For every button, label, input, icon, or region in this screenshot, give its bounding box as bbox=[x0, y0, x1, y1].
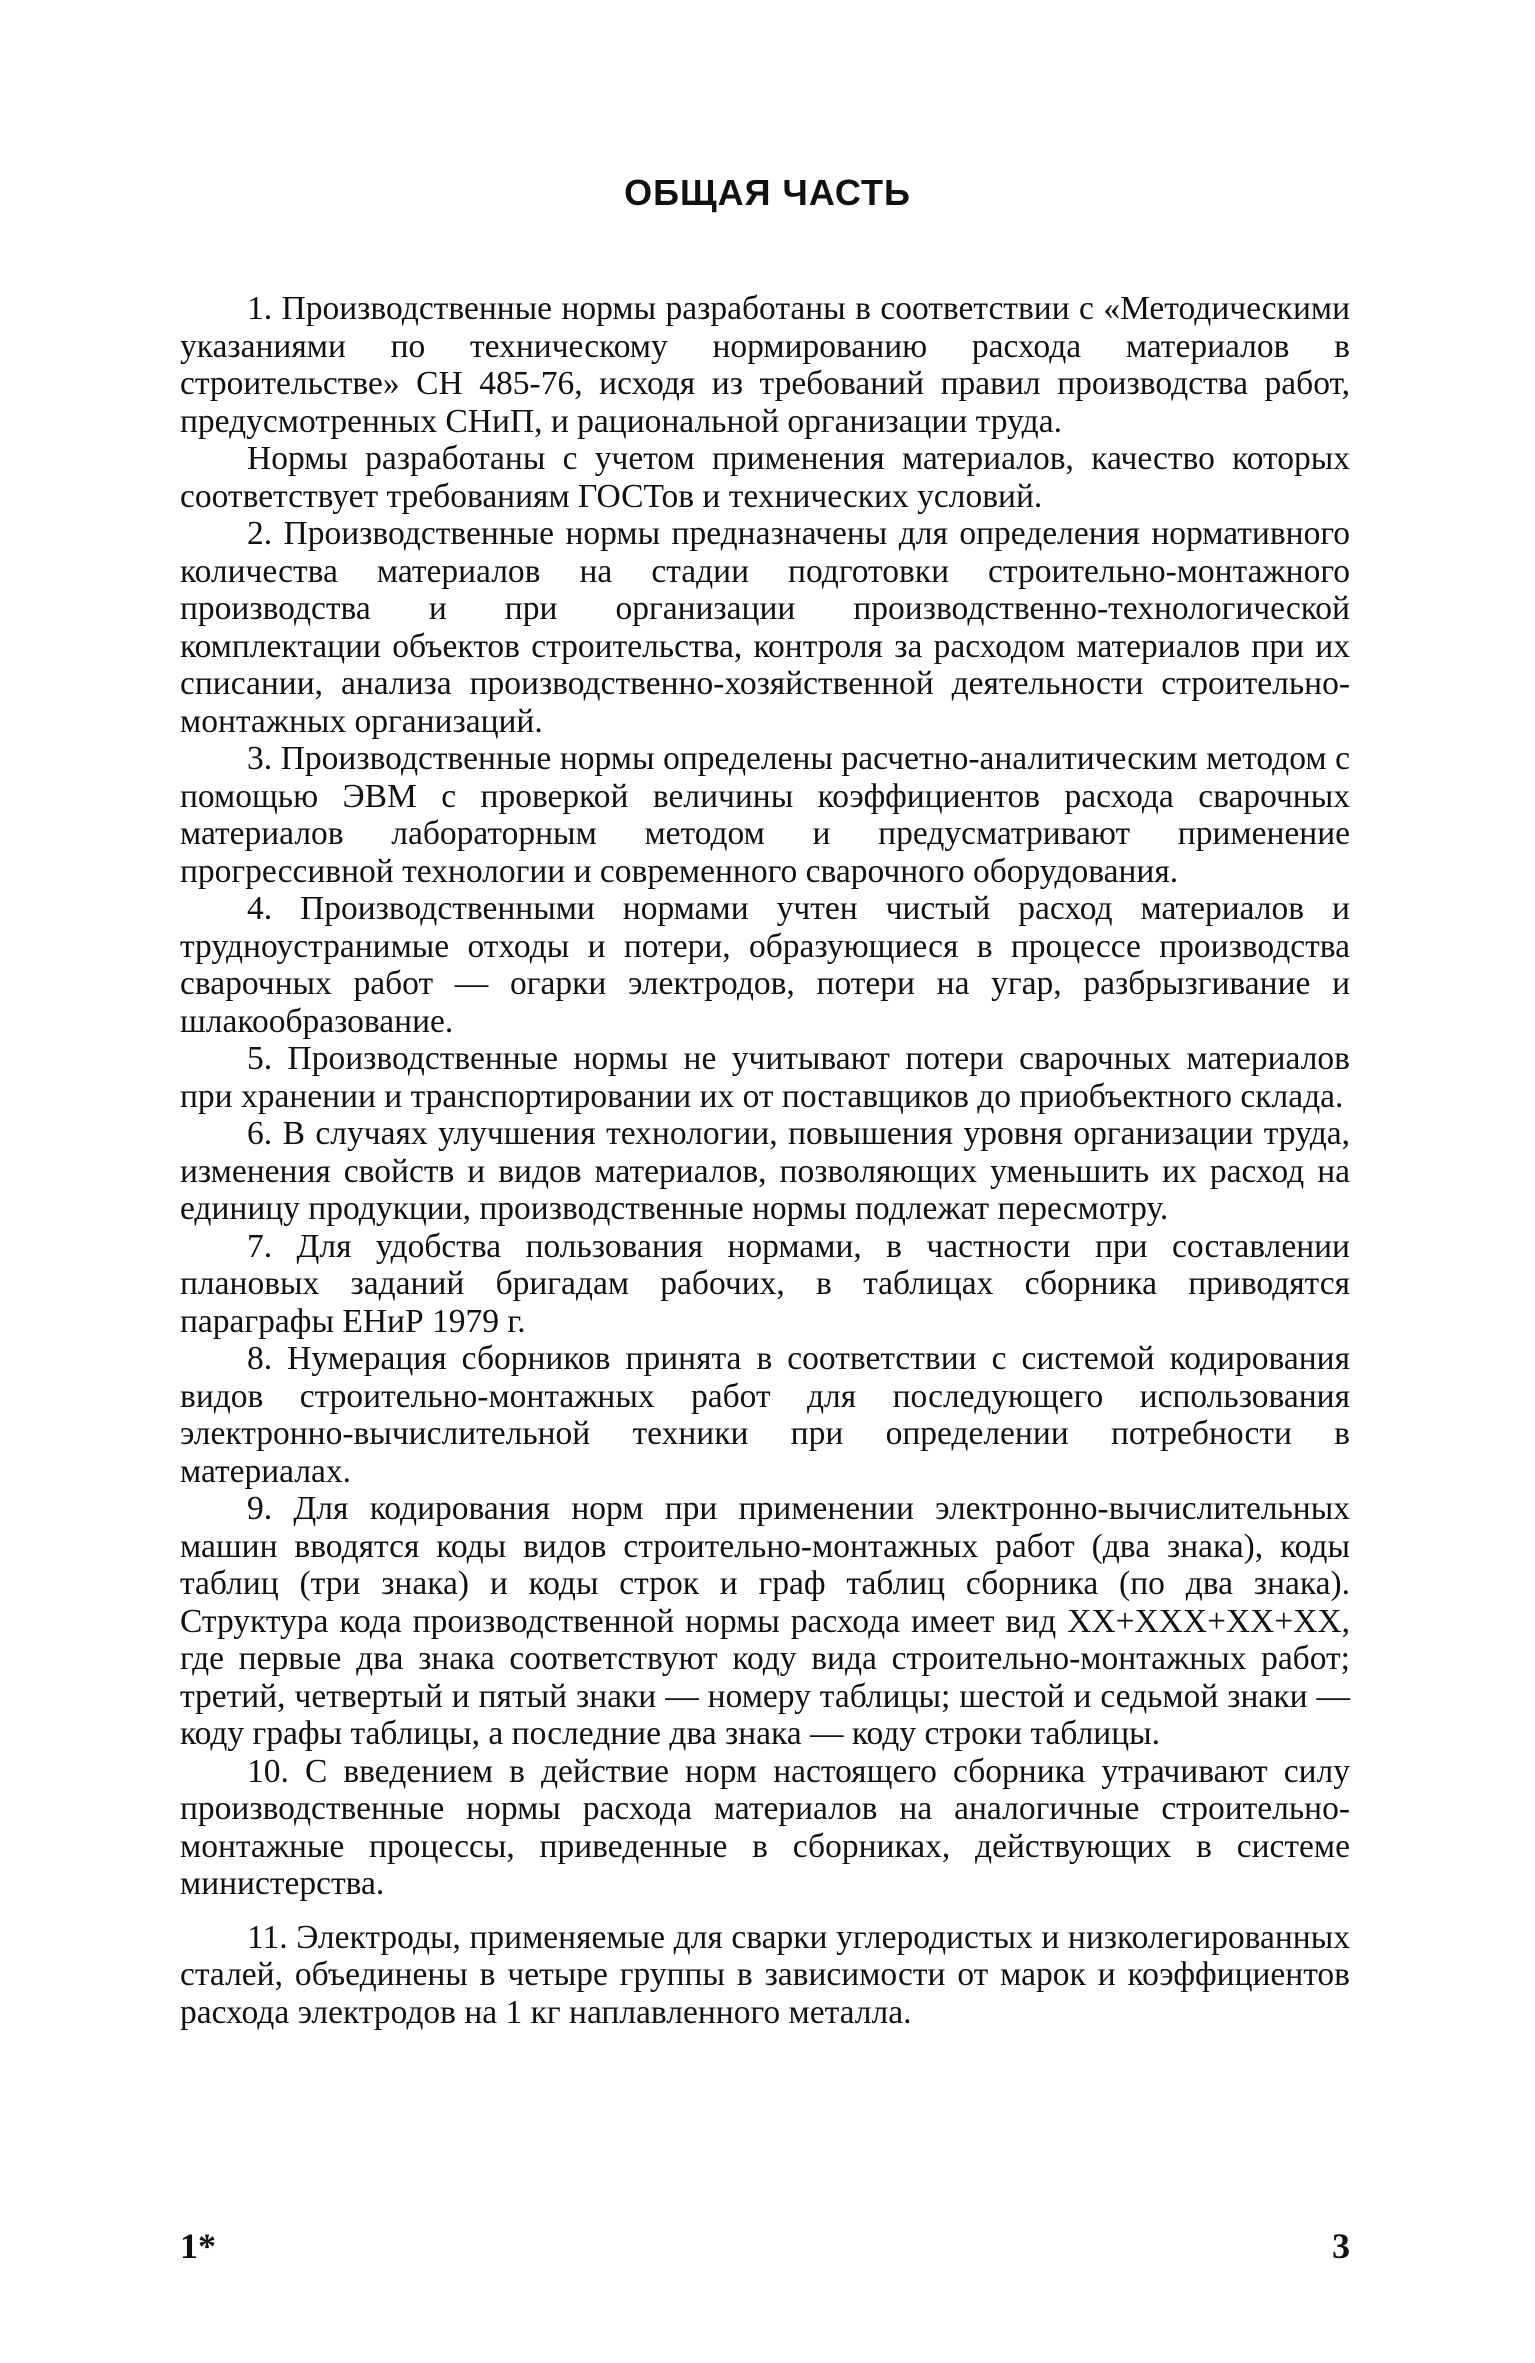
paragraph-2: 2. Производственные нормы предназначены для определения нормативного количества материалов на стадии подготовки строительно-монтажного производства и при организации производственно-технологической комплектации объектов строительства, контроля за расходом материалов при их списании, анализа производственно-хозяйственной деятельности строительно-монтажных организаций. bbox=[180, 515, 1350, 740]
paragraph-8: 8. Нумерация сборников принята в соответствии с системой кодирования видов строительно-монтажных работ для последующего использования электронно-вычислительной техники при определении потребности в материалах. bbox=[180, 1340, 1350, 1490]
paragraph-1-note: Нормы разработаны с учетом применения материалов, качество которых соответствует требованиям ГОСТов и технических условий. bbox=[180, 440, 1350, 515]
body-text bbox=[180, 290, 1350, 2031]
paragraph-5: 5. Производственные нормы не учитывают потери сварочных материалов при хранении и транспортировании их от поставщиков до приобъектного склада. bbox=[180, 1040, 1350, 1115]
page-number: 3 bbox=[1332, 2226, 1350, 2266]
paragraph-11: 11. Электроды, применяемые для сварки углеродистых и низколегированных сталей, объединены в четыре группы в зависимости от марок и коэффициентов расхода электродов на 1 кг наплавленного металла. bbox=[180, 1918, 1350, 2031]
paragraph-6: 6. В случаях улучшения технологии, повышения уровня организации труда, изменения свойств и видов материалов, позволяющих уменьшить их расход на единицу продукции, производственные нормы подлежат пересмотру. bbox=[180, 1115, 1350, 1227]
signature-mark: 1* bbox=[180, 2226, 216, 2266]
paragraph-4: 4. Производственными нормами учтен чистый расход материалов и трудноустранимые отходы и потери, образующиеся в процессе производства сварочных работ — огарки электродов, потери на угар, разбрызгивание и шлакообразование. bbox=[180, 890, 1350, 1040]
paragraph-10: 10. С введением в действие норм настоящего сборника утрачивают силу производственные нормы расхода материалов на аналогичные строительно-монтажные процессы, приведенные в сборниках, действующих в системе министерства. bbox=[180, 1752, 1350, 1902]
page-footer bbox=[180, 2225, 1350, 2275]
page-title: ОБЩАЯ ЧАСТЬ bbox=[624, 172, 911, 213]
paragraph-9: 9. Для кодирования норм при применении электронно-вычислительных машин вводятся коды видов строительно-монтажных работ (два знака), коды таблиц (три знака) и коды строк и граф таблиц сборника (по два знака). Структура кода производственной нормы расхода имеет вид XX+XXX+XX+XX, где первые два знака соответствуют коду вида строительно-монтажных работ; третий, четвертый и пятый знаки — номеру таблицы; шестой и седьмой знаки — коду графы таблицы, а последние два знака — коду строки таблицы. bbox=[180, 1490, 1350, 1752]
paragraph-1: 1. Производственные нормы разработаны в соответствии с «Методическими указаниями по техническому нормированию расхода материалов в строительстве» СН 485-76, исходя из требований правил производства работ, предусмотренных СНиП, и рациональной организации труда. bbox=[180, 290, 1350, 440]
paragraph-7: 7. Для удобства пользования нормами, в частности при составлении плановых заданий бригадам рабочих, в таблицах сборника приводятся параграфы ЕНиР 1979 г. bbox=[180, 1227, 1350, 1340]
paragraph-3: 3. Производственные нормы определены расчетно-аналитическим методом с помощью ЭВМ с проверкой величины коэффициентов расхода сварочных материалов лабораторным методом и предусматривают применение прогрессивной технологии и современного сварочного оборудования. bbox=[180, 740, 1350, 890]
